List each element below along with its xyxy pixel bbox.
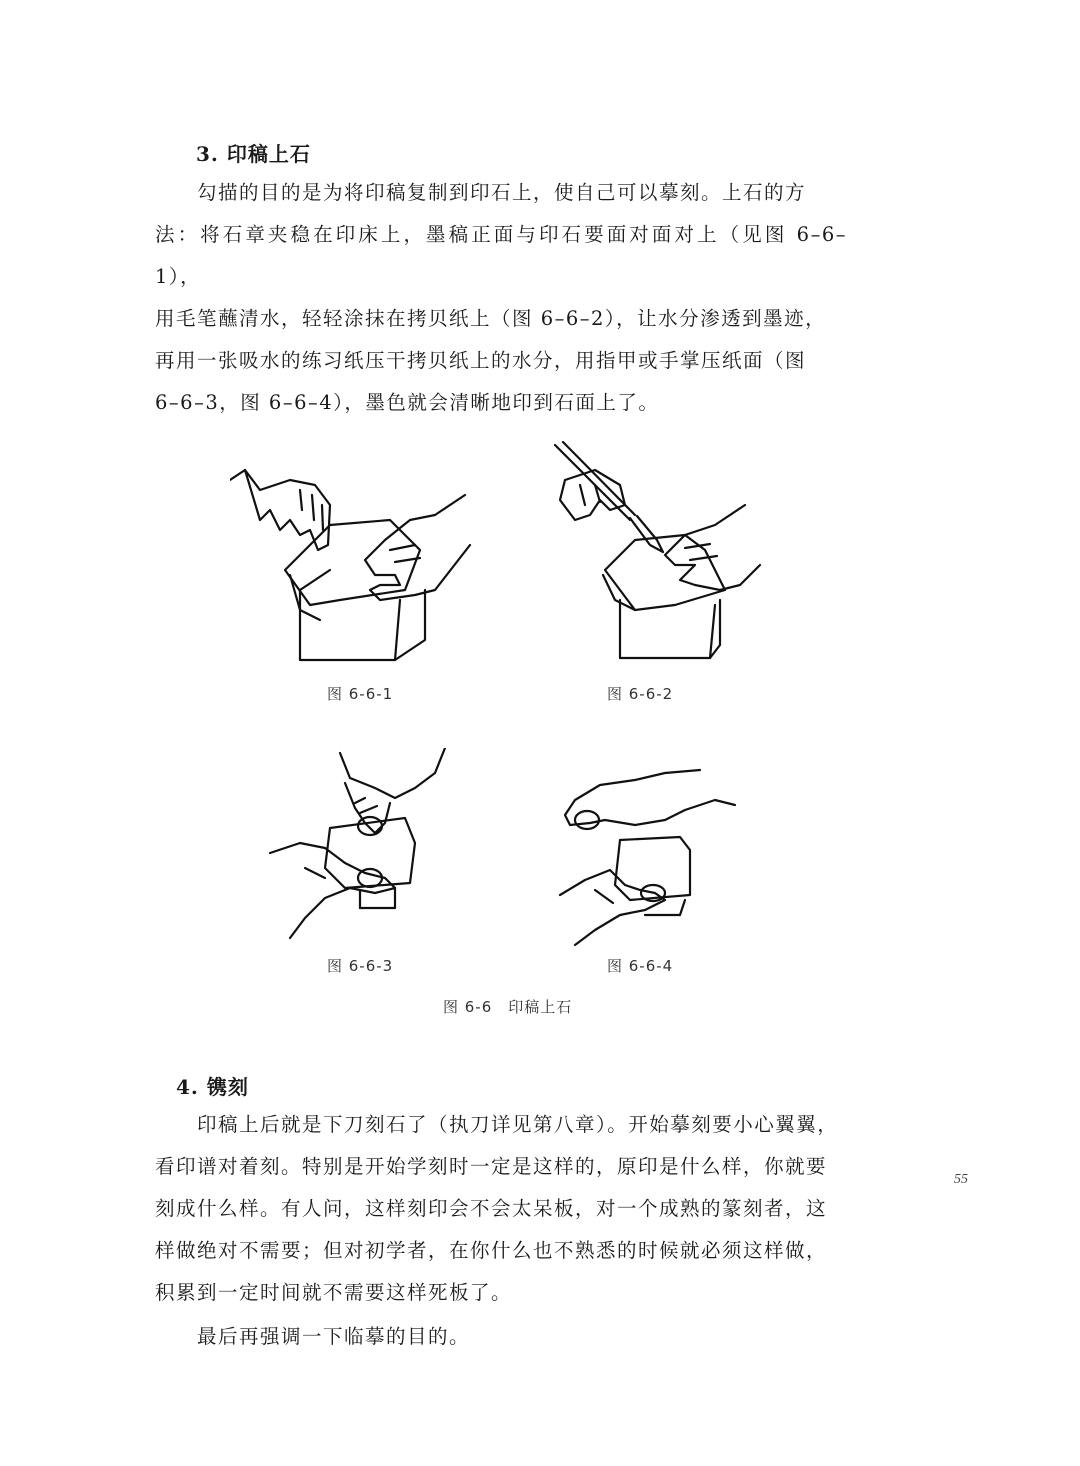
para-line: 6–6–3，图 6–6–4），墨色就会清晰地印到石面上了。 [155, 391, 660, 414]
para-line: 刻成什么样。有人问，这样刻印会不会太呆板，对一个成熟的篆刻者，这 [155, 1197, 828, 1220]
figure-6-6-4-illustration [555, 765, 745, 950]
page-number: 55 [954, 1172, 968, 1187]
para-line: 再用一张吸水的练习纸压干拷贝纸上的水分，用指甲或手掌压纸面（图 [155, 349, 807, 372]
section-3-heading: 3. 印稿上石 [196, 142, 311, 166]
para-line: 印稿上后就是下刀刻石了（执刀详见第八章）。开始摹刻要小心翼翼， [197, 1113, 839, 1136]
para-line: 法：将石章夹稳在印床上，墨稿正面与印石要面对面对上（见图 6–6–1）， [155, 223, 847, 288]
figure-caption: 图 6-6-3 [327, 957, 394, 975]
figure-caption: 图 6-6-2 [607, 685, 674, 703]
figure-6-6-1-illustration [230, 450, 480, 670]
figure-caption: 图 6-6-4 [607, 957, 674, 975]
section-4-closing-paragraph [155, 1316, 847, 1358]
section-3-paragraph [155, 172, 847, 424]
para-line: 样做绝对不需要；但对初学者，在你什么也不熟悉的时候就必须这样做， [155, 1239, 828, 1262]
figure-6-6-2-illustration [545, 440, 795, 670]
figure-6-6-3-illustration [265, 748, 455, 948]
para-line: 最后再强调一下临摹的目的。 [197, 1325, 471, 1348]
para-line: 积累到一定时间就不需要这样死板了。 [155, 1281, 513, 1304]
section-4-heading: 4. 镌刻 [176, 1075, 249, 1099]
para-line: 看印谱对着刻。特别是开始学刻时一定是这样的，原印是什么样，你就要 [155, 1155, 828, 1178]
figure-group-caption: 图 6-6 印稿上石 [443, 998, 573, 1016]
para-line: 用毛笔蘸清水，轻轻涂抹在拷贝纸上（图 6–6–2），让水分渗透到墨迹， [155, 307, 827, 330]
section-4-paragraph [155, 1104, 847, 1314]
figure-caption: 图 6-6-1 [327, 685, 394, 703]
para-line: 勾描的目的是为将印稿复制到印石上，使自己可以摹刻。上石的方 [197, 181, 807, 204]
